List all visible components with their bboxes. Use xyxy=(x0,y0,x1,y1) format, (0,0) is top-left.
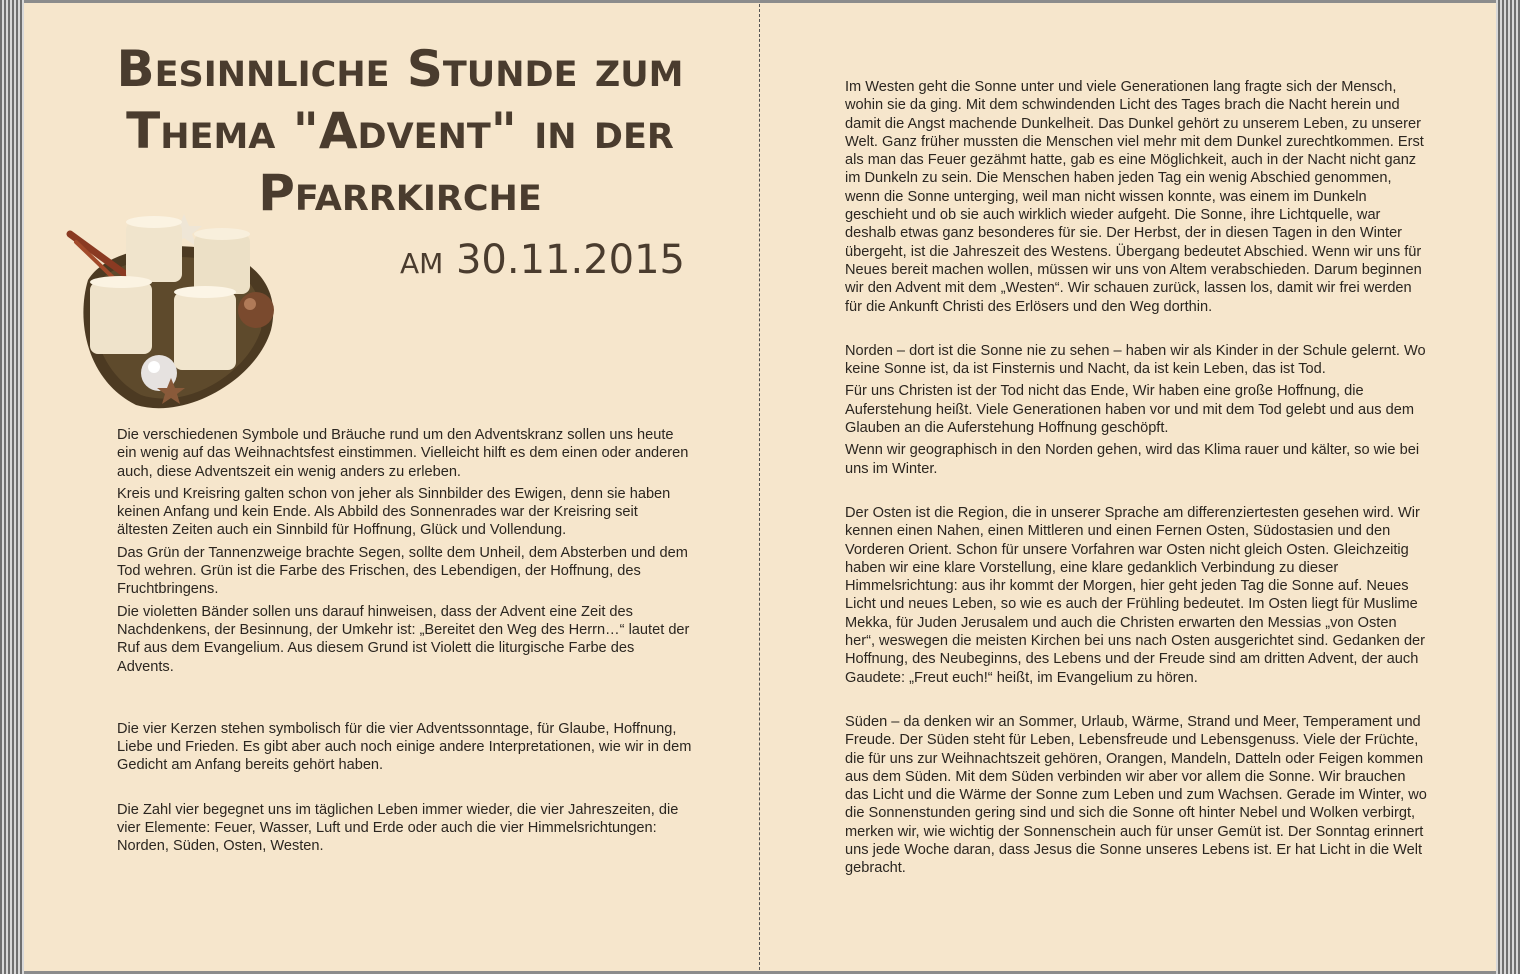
paragraph-circle: Kreis und Kreisring galten schon von jeher als Sinnbilder des Ewigen, denn sie haben keinen Anfang und kein Ende. Als Abbild des Sonnenrades war der Kreisring seit ältesten Zeiten auch ein Sinnbild für Hoffnung, Glück und Vollendung. xyxy=(117,485,671,539)
paragraph-green: Das Grün der Tannenzweige brachte Segen, sollte dem Unheil, dem Absterben und dem Tod wehren. Grün ist die Farbe des Frischen, des Lebendigen, der Hoffnung, des Fruchtbringens. xyxy=(117,544,688,598)
paragraph-west: Im Westen geht die Sonne unter und viele Generationen lang fragte sich der Mensch, wohin sie da ging. Mit dem schwindenden Licht des Tages brach die Nacht herein und damit die Angst machende Dunkelheit. Das Dunkel gehört zu unserem Leben, zu unserer Welt. Ganz früher mussten die Menschen viel mehr mit dem Dunkel zurechtkommen. Erst als man das Feuer gezähmt hatte, gab es eine Möglichkeit, auch in der Nacht nicht ganz im Dunkeln zu sein. Die Menschen haben jeden Tag ein wenig Abschied genommen, wenn die Sonne unterging, weil man nicht wissen konnte, was einem im Dunkeln geschieht und ob sie auch wirklich wieder aufgeht. Die Sonne, ihre Lichtquelle, war deshalb etwas ganz besonderes für sie. Der Herbst, der in diesen Tagen in den Winter übergeht, ist die Jahreszeit des Westens. Übergang bedeutet Abschied. Wenn wir uns für Neues bereit machen wollen, müssen wir uns von Altem verabschieden. Darum beginnen wir den Advent mit dem „Westen“. Wir schauen zurück, lassen los, damit wir frei werden für die Ankunft Christi des Erlösers und den Weg dorthin. xyxy=(845,79,1424,315)
left-page-edges xyxy=(0,0,24,974)
page-title: Besinnliche Stunde zum Thema "Advent" in der Pfarrkirche xyxy=(116,40,684,222)
book-spine-divider xyxy=(759,4,760,970)
paragraph-south: Süden – da denken wir an Sommer, Urlaub, Wärme, Strand und Meer, Temperament und Freude. Der Süden steht für Leben, Lebensfreude und Lebensgenuss. Viele der Früchte, die für uns zur Weihnachtszeit gehören, Orangen, Mandeln, Datteln oder Feigen kommen aus dem Süden. Mit dem Süden verbinden wir aber vor allem die Sonne. Wir brauchen das Licht und die Wärme der Sonne zum Leben und zum Wachsen. Gerade im Winter, wo die Sonnenstunden gering sind und sich die Sonne oft hinter Nebel und Wolken verbirgt, merken wir, wie wichtig der Sonnenschein auch für unser Gemüt ist. Der Sonntag erinnert uns jede Woche daran, dass Jesus die Sonne unseres Lebens ist. Er hat Licht in die Welt gebracht. xyxy=(845,713,1427,877)
paragraph-intro: Die verschiedenen Symbole und Bräuche rund um den Adventskranz sollen uns heute ein wenig auf das Weihnachtsfest einstimmen. Vielleicht hilft es dem einen oder anderen auch, diese Adventszeit ein wenig anders zu erleben. xyxy=(117,427,689,480)
paragraph-north: Norden – dort ist die Sonne nie zu sehen – haben wir als Kinder in der Schule gelernt. Wo keine Sonne ist, da ist Finsternis und Nacht, da ist kein Leben, das ist Tod. xyxy=(845,342,1426,378)
paragraph-north-hope: Für uns Christen ist der Tod nicht das Ende, Wir haben eine große Hoffnung, die Auferstehung heißt. Viele Generationen haben vor und mit dem Tod gelebt und aus dem Glauben an die Auferstehung Hoffnung geschöpft. xyxy=(845,383,1414,437)
right-page-text xyxy=(845,78,1430,878)
paragraph-violet: Die violetten Bänder sollen uns darauf hinweisen, dass der Advent eine Zeit des Nachdenkens, der Besinnung, der Umkehr ist: „Bereitet den Weg des Herrn…“ lautet der Ruf aus dem Evangelium. Aus diesem Grund ist Violett die liturgische Farbe des Advents. xyxy=(117,603,690,675)
paragraph-north-climate: Wenn wir geographisch in den Norden gehen, wird das Klima rauer und kälter, so wie bei uns im Winter. xyxy=(845,442,1420,477)
paragraph-east: Der Osten ist die Region, die in unserer Sprache am differenziertesten gesehen wird. Wir kennen einen Nahen, einen Mittleren und einen Fernen Osten, Südostasien und den Vorderen Orient. Schon für unsere Vorfahren war Osten nicht gleich Osten. Gleichzeitig haben wir eine klare Vorstellung, eine klare gedanklich Verbindung zu dieser Himmelsrichtung: aus ihr kommt der Morgen, hier geht jeden Tag die Sonne auf. Neues Licht und neues Leben, so wie es auch der Frühling bedeutet. Im Osten liegt für Muslime Mekka, für Juden Jerusalem und auch die Christen erwarten den Messias „von Osten her“, weswegen die meisten Kirchen bei uns nach Osten ausgerichtet sind. Gedanken der Hoffnung, des Neubeginns, des Lebens und der Freude sind am dritten Advent, der auch Gaudete: „Freut euch!“ heißt, im Evangelium zu hören. xyxy=(845,504,1426,686)
event-date: am 30.11.2015 xyxy=(399,237,685,283)
paragraph-number-four: Die Zahl vier begegnet uns im täglichen Leben immer wieder, die vier Jahreszeiten, die vier Elemente: Feuer, Wasser, Luft und Erde oder auch die vier Himmelsrichtungen: Norden, Süden, Osten, Westen. xyxy=(117,801,679,855)
advent-wreath-icon xyxy=(66,210,276,420)
right-page-edges xyxy=(1496,0,1520,974)
left-page-text xyxy=(117,426,692,856)
paragraph-candles: Die vier Kerzen stehen symbolisch für die vier Adventssonntage, für Glaube, Hoffnung, Liebe und Frieden. Es gibt aber auch noch einige andere Interpretationen, wie wir in dem Gedicht am Anfang bereits gehört haben. xyxy=(117,720,692,774)
top-border xyxy=(0,0,1520,3)
